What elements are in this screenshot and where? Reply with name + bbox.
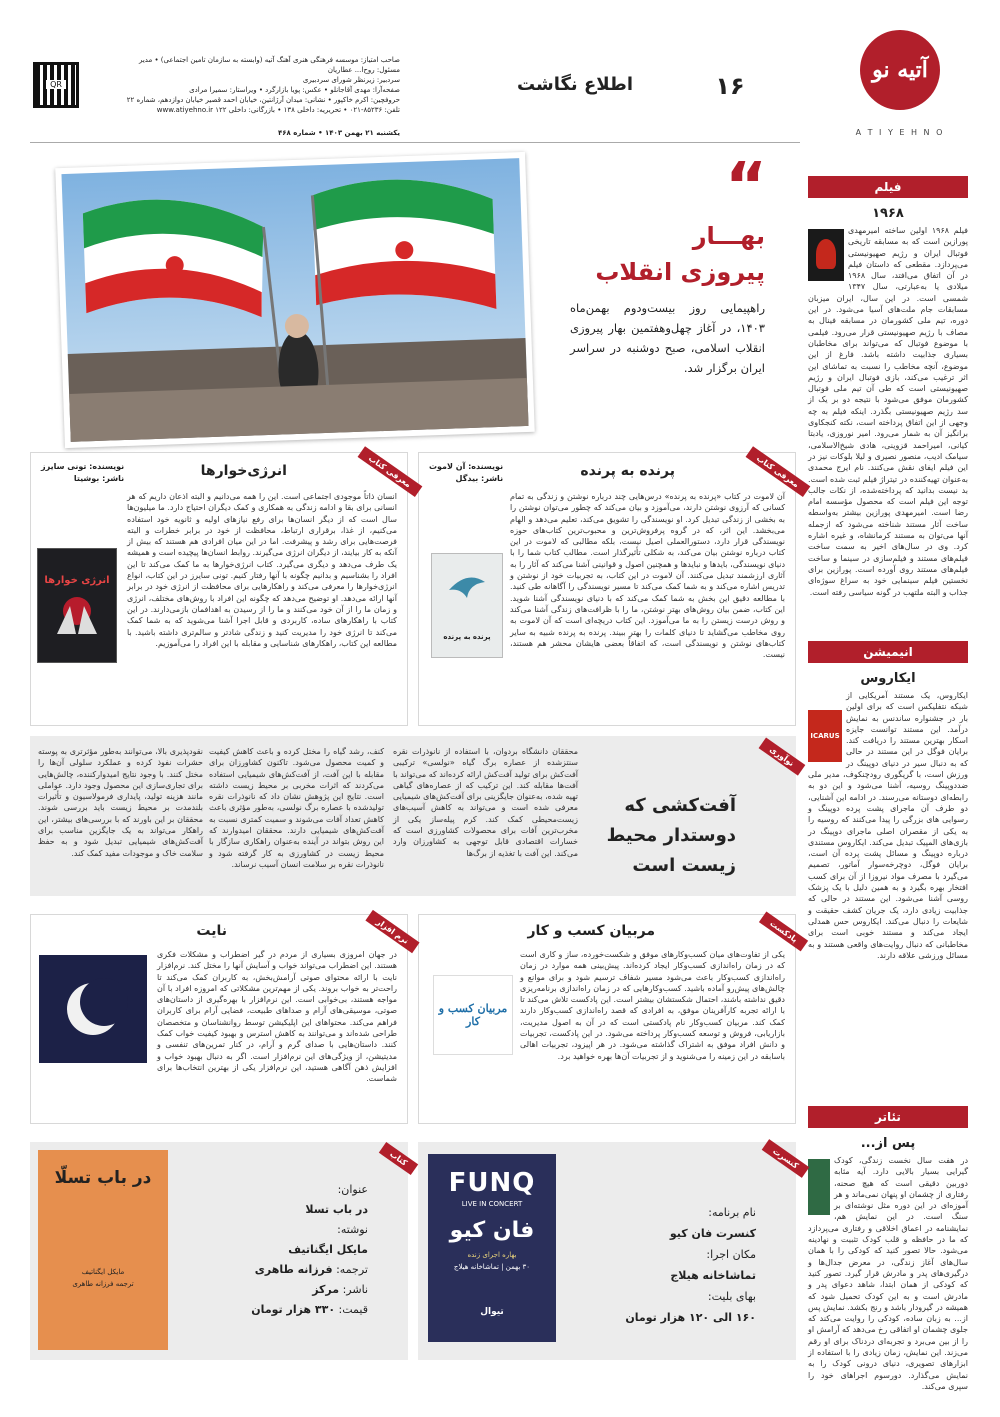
flags-photo-image <box>61 158 528 442</box>
qr-label: QR <box>46 80 66 89</box>
concert-field-label: مکان اجرا: <box>706 1248 756 1261</box>
feature-quote-mark: “ <box>725 150 768 224</box>
tesla-cover-translator: ترجمه فرزانه طاهری <box>72 1280 134 1288</box>
credit-line: حروفچین: اکرم خاکپور • نشانی: میدان آرژانتین، خیابان احمد قصیر خیابان دوازدهم، شماره ۲۲ <box>126 96 400 104</box>
tesla-cover <box>38 1150 168 1350</box>
business-text: یکی از تفاوت‌های میان کسب‌وکارهای موفق و شکست‌خورده، ساز و کاری است که در زمان راه‌اندازی کسب‌وکار ایجاد کرده‌اند. پیش‌بینی همه موارد در زمان راه‌اندازی کسب‌وکار باعث می‌شود مسیر شفاف ترسیم شود و برای موانع و چالش‌های پیش‌رو آماده باشید. کسب‌وکارهایی که در زمان راه‌اندازی برنامه‌ریزی دقیق نداشته باشند، احتمال شکستشان بیشتر است. این پادکست تلاش می‌کند تا با ارائه تجربه کارآفرینان موفق، به افرادی که قصد راه‌اندازی کسب‌وکار دارند کمک کند. مربیان کسب‌وکار نام پادکستی است که در آن به اصول مدیریت، بازاریابی، فروش و توسعه کسب‌وکار پرداخته می‌شود. در این پادکست، تجربیات و دانش افراد موفق به اشتراک گذاشته می‌شود. در هر اپیزود، تجربیات اهالی باسابقه در این زمینه را می‌شنوید و از تجربیات آن‌ها بهره خواهید برد. <box>520 950 785 1061</box>
hands-icon <box>52 586 102 636</box>
book-bird-meta <box>429 461 503 485</box>
qr-code <box>33 62 79 108</box>
film-tab: فیلم <box>808 176 968 198</box>
concert-fields <box>566 1202 756 1328</box>
concert-ribbon: کنسرت <box>762 1139 810 1178</box>
tesla-field-label: قیمت: <box>338 1303 368 1316</box>
concert-field-value: تماشاخانه هیلاج <box>670 1269 756 1282</box>
book-energy-cover <box>37 548 117 663</box>
tesla-field-label: نوشته: <box>337 1223 368 1236</box>
tesla-cover-title: در باب تسلّا <box>54 1168 152 1188</box>
concert-field-value: کنسرت فان کیو <box>669 1227 756 1240</box>
book-energy-text: انسان ذاتاً موجودی اجتماعی است. این را همه می‌دانیم و البته اذعان داریم که هر انسانی برای بقا و ادامه زندگی به همکاری و کمک دیگران احتیاج دارد. ما میلیون‌ها سال است که از دیگر انسان‌ها برای رفع نیازهای اولیه و ثانویه خود استفاده می‌کنیم، از غذا، برقراری ارتباط، محافظت از خود در برابر خطرات و البته فرصت‌هایی برای رشد و پیشرفت. اما در این میان افرادی هم هستند که بیش از آنکه به کار بیایند، از دیگران انرژی می‌گیرند. روابط انسان‌ها پیچیده است و همیشه یک طرف می‌دهد و دیگری می‌گیرد. کتاب انرژی‌خوارها به ما کمک می‌کند تا این افراد را بشناسیم و بدانیم چگونه با آنها رفتار کنیم. تونی سایرز در این کتاب، انواع انرژی‌خوارها را معرفی می‌کند و راهکارهایی برای محافظت از انرژی خود در برابر آنها ارائه می‌دهد. او توضیح می‌دهد که چگونه این افراد با روش‌های مختلف، انرژی و زمان ما را از آن خود می‌کنند و ما را از رسیدن به اهدافمان بازمی‌دارند. در این کتاب با راهکارهای ساده، کاربردی و قابل اجرا آشنا می‌شوید که به شما کمک می‌کند تا انرژی خود را مدیریت کنید و زندگی شادتر و سالم‌تری داشته باشید. با مطالعه این کتاب، راهکارهای شناسایی و مقابله با این افراد را می‌آموزیم. <box>127 492 397 648</box>
animation-title: ایکاروس <box>860 671 916 686</box>
book-bird-cover <box>431 553 503 658</box>
night-logo <box>39 955 147 1063</box>
theater-tab: تئاتر <box>808 1106 968 1128</box>
page-number: ۱۶ <box>715 72 745 100</box>
tesla-field-value: مرکز <box>312 1283 340 1296</box>
film-poster <box>808 229 844 281</box>
credit-line: صفحه‌آرا: مهدی آقاجانلو • عکس: پویا بازارگرد • ویراستار: سمیرا مرادی <box>189 86 400 94</box>
tesla-field-value: فرزانه طاهری <box>254 1263 333 1276</box>
book-energy-card <box>30 452 414 726</box>
business-title: مربیان کسب و کار <box>527 923 655 939</box>
tesla-field-value: در باب تسلا <box>305 1203 368 1216</box>
sidebar <box>808 176 968 1391</box>
moon-icon <box>58 974 128 1044</box>
book-energy-publisher: ناشر: بوشیتا <box>73 474 125 483</box>
book-energy-author: نویسنده: تونی سایرز <box>41 462 125 471</box>
feature-text: راهپیمایی روز بیست‌ودوم بهمن‌ماه ۱۴۰۳، در آغاز چهل‌وهفتمین بهار پیروزی انقلاب اسلامی، صبح دوشنبه در سراسر ایران برگزار شد. <box>570 301 765 375</box>
tesla-field-label: عنوان: <box>337 1183 368 1196</box>
tesla-ribbon: کتاب <box>379 1142 418 1175</box>
concert-poster-top: FUNQ <box>448 1168 536 1198</box>
logo-latin: A T I Y E H N O <box>855 128 945 137</box>
tesla-field-label: ترجمه: <box>336 1263 368 1276</box>
book-bird-publisher: ناشر: بیدگل <box>455 474 504 483</box>
tesla-field-value: مایکل ایگناتیف <box>288 1243 368 1256</box>
book-energy-meta <box>41 461 124 485</box>
concert-poster-note: بهاره اجرای زنده <box>467 1251 517 1259</box>
tesla-field-row <box>178 1300 368 1320</box>
concert-poster-sub: LIVE IN CONCERT <box>461 1200 523 1208</box>
business-logo-text: مربیان کسب و کار <box>438 1002 508 1028</box>
film-text: فیلم ۱۹۶۸ اولین ساخته امیرمهدی پورازین است که به مسابقه تاریخی فوتبال ایران و رژیم صهیونیستی می‌پردازد. مقطعی که داستان فیلم در آن اتفاق می‌افتد، سال ۱۹۶۸ میلادی یا به‌عبارتی، سال ۱۳۴۷ شمسی است. در این سال، ایران میزبان مسابقات جام ملت‌های آسیا می‌شود. در این دوره، تیم ملی کشورمان در مسابقه فینال به مصاف با رژیم صهیونیستی قرار می‌رود. فیلمی با موضوع فوتبال که می‌تواند برای مخاطبان بسیاری جذابیت داشته باشد. فارغ از این موضوع، آنچه مخاطب را نسبت به تماشای این اثر ترغیب می‌کند، بازی فوتبال ایران و رژیم صهیونیستی است که طی آن تیم ملی فوتبال کشورمان موفق می‌شود با نتیجه دو بر یک از سد رژیم صهیونیستی بگذرد. اینکه فیلم به چه وجهی از این اتفاق پرداخته است، نکته کنجکاوی برانگیز آن به شمار می‌رود. امیر نوروزی، یادبتا کیانی، امیراحمد قزوینی، هادی شیخ‌الاسلامی، سیامک ادیب، منصور نصیری و لیلا بلوکات نیز در این فیلم ایفای نقش می‌کنند. نام ایرج محمدی به‌عنوان تهیه‌کننده در تیتراژ فیلم ثبت شده است. بد نیست بدانید که پرداخته‌شده، از نکات جالب توجه این فیلم است که محصول مؤسسه امام رضا است. امیرمهدی پورازین بیشتر به‌واسطه ساخت آثار مستند شناخته می‌شود که ازجمله آنها می‌توان به مستند کرمانشاه، و غیره اشاره کرد. وی در سال‌های اخیر به سمت ساخت فیلم‌های مستند و فیلم‌سازی در سینما و ساخت فیلم‌های مستند روی آورده است. پورازین برای نخستین فیلم سینمایی خود به سراغ سوژه‌ای جذاب و البته ملتهب در گونه سیاسی رفته است. <box>808 226 968 597</box>
night-card <box>30 914 411 1124</box>
business-ribbon: پادکست <box>759 911 809 951</box>
concert-field-label: بهای بلیت: <box>707 1290 756 1303</box>
book-bird-card <box>418 452 802 726</box>
innovation-title: آفت‌کشی که دوستدار محیط زیست است <box>606 795 736 876</box>
credit-line: سردبیر: زیرنظر شورای سردبیری <box>302 76 400 84</box>
tesla-field-row <box>178 1280 368 1300</box>
tesla-field-value: ۳۳۰ هزار تومان <box>251 1303 336 1316</box>
book-bird-author: نویسنده: آن لاموت <box>429 462 504 471</box>
film-title: ۱۹۶۸ <box>872 206 904 221</box>
bird-icon <box>447 570 487 600</box>
business-logo <box>433 975 513 1055</box>
innovation-col2: کنف، رشد گیاه را مختل کرده و باعث کاهش کیفیت و کمیت محصول می‌شود. تاکنون کشاورزان برای مقابله با این آفت، از آفت‌کش‌های شیمیایی استفاده می‌کردند که اثرات مخربی بر محیط زیست داشته است. نتایج این پژوهش نشان داد که نانوذرات نقره تولیدشده با عصاره برگ نولسی، به‌طور مؤثری باعث کاهش تعداد آفات می‌شوند و سمیت کمتری نسبت به آفت‌کش‌های شیمیایی دارند. محققان امیدوارند که این روش بتواند در آینده به‌عنوان راهکاری سازگار با محیط زیست در کشاورزی به کار گرفته شود و نانوذرات نقره بر سلامت انسان آسیب نرساند. <box>209 747 384 869</box>
night-ribbon: نرم افزار <box>365 910 419 953</box>
tesla-field-row <box>178 1260 368 1280</box>
concert-poster-fa: فان کیو <box>449 1218 535 1243</box>
book-bird-title: پرنده به پرنده <box>580 463 675 479</box>
logo-mark <box>860 30 940 110</box>
innovation-ribbon: نوآوری <box>759 738 806 776</box>
animation-poster <box>808 710 842 762</box>
credit-line: صاحب امتیاز: موسسه فرهنگی هنری آهنگ آتیه (وابسته به سازمان تامین اجتماعی) • مدیر مسئول: روح‌ا... عطاریان <box>138 56 400 74</box>
tesla-cover-author: مایکل ایگناتیف <box>81 1268 125 1276</box>
tesla-fields <box>178 1180 368 1320</box>
night-text: در جهان امروزی بسیاری از مردم در گیر اضطراب و مشکلات فکری هستند. این اضطراب می‌تواند خواب و آسایش آنها را مختل کند. نرم‌افزار نایت با ارائه محتوای صوتی آرامش‌بخش، به کاربران کمک می‌کند تا راحت‌تر به خواب بروند. یکی از مهم‌ترین مشکلاتی که امروزه افراد با آن مواجه هستند، بی‌خوابی است. این نرم‌افزار با بهره‌گیری از داستان‌های صوتی، موسیقی‌های آرام و صداهای طبیعت، فضایی آرام برای کاربران فراهم می‌کند. محتواهای این اپلیکیشن توسط روانشناسان و متخصصان طراحی شده‌اند و می‌توانند به کاهش استرس و بهبود کیفیت خواب کمک کنند. داستان‌هایی با صدای گرم و آرام، در کنار تمرین‌های تنفسی و مدیتیشن، از ویژگی‌های این نرم‌افزار است. اگر به دنبال بهبود خواب و افزایش ذهن آگاهی هستید، این نرم‌افزار یکی از بهترین انتخاب‌ها برای شماست. <box>157 950 397 1084</box>
theater-text: در هفت سال نخست زندگی، کودک گیرایی بسیار بالایی دارد. آیه مثابه دوربین دقیقی است که هیچ صحنه، رفتاری از چشمان او پنهان نمی‌ماند و هر آموزه‌ای در این دوره مثل نوشته‌ای بر سنگ است. در این نمایش هم، نمایشنامه در اعماق اخلاقی و رفتاری می‌پردازد که ما در حافظه و قلب کودک تثبیت و نهادینه می‌شود. حالا تصور کنید که کودکی را با همان سال‌های آغاز زندگی، در معرض جدال‌ها و درگیری‌های پدر و مادرش قرار گیرد. تصور کنید که کودکی از همان ابتدا، شاهد دعوای پدر و مادرش است و به این کودک تحمیل شود که همیشه در گیرودار باشد و رنج بکشد. نمایش پس از... به زبان ساده، کودکی را روایت می‌کند که جلوی چشمان او اتفاقی رخ می‌دهد که آرامش او را از بین می‌برد و تجربه‌ای دردناک برای او رقم می‌زند. این نمایش، زمان زیادی را با استفاده از ابزارهای تصویری، دنیای درونی کودک را به نمایش می‌گذارد. دورسوم اجراهای خود را سپری می‌کند. <box>808 1156 968 1391</box>
book-energy-cover-text: انرژی خوارها <box>44 575 110 586</box>
concert-poster <box>428 1154 556 1342</box>
credit-line: تلفن: ۸۵۲۳۶-۰۲۱ • تحریریه: داخلی ۱۳۸ • بازرگانی: داخلی ۱۲۲ www.atiyehno.ir <box>156 106 400 114</box>
concert-field-value: ۱۶۰ الی ۱۲۰ هزار تومان <box>625 1311 756 1324</box>
book-energy-ribbon: معرفی کتاب <box>358 446 422 497</box>
concert-poster-ticket: تیوال <box>480 1307 504 1317</box>
theater-title: پس از... <box>860 1136 916 1151</box>
night-title: نایت <box>196 923 227 939</box>
book-bird-text: آن لاموت در کتاب «پرنده به پرنده» درس‌هایی چند درباره نوشتن و زندگی به تمام کسانی که آرزوی نوشتن دارند، می‌آموزد و بیان می‌کند که چطور می‌توان نوشتن را به بخشی از زندگی تبدیل کرد. او نویسندگی را تشویق می‌کند، تعلیم می‌دهد و الهام می‌بخشد. این اثر، که در گروه پرفروش‌ترین و محبوب‌ترین کتاب‌های حوزه نویسندگی قرار دارد، دستورالعملی اصیل نیست، بلکه مطالبی که لاموت در این کتاب درباره نوشتن بیان می‌کند، به شکلی تأثیرگذار است. مطالب کتاب شما را با دنیای نویسندگی، بایدها و نبایدها و همچنین اصول و قوانینی آشنا می‌کند که آثار را به آثاری ارزشمند تبدیل می‌کنند. آن لاموت در این کتاب، به تجربیات خود از نوشتن و تدریس اشاره می‌کند و به شما کمک می‌کند تا مسیر نویسندگی را آگاهانه طی کنید. با مطالعه دقیق این بخش به شما کمک می‌کند که با دنیای نویسندگی آشنا شوید. این کتاب، ضمن بیان روش‌های بهتر نوشتن، ما را با ظرافت‌های زندگی آشنا می‌کند و روش درست زیستن را به ما می‌آموزد. این کتاب دریچه‌ای است که آن لاموت به روی مخاطب می‌گشاید تا دنیای کلمات را بهتر ببیند. پرنده به پرنده شبیه به سایر کتاب‌های نوشتن و نویسندگی است، که اتفاقاً بعضی هایشان محشر هم هستند، نیست. <box>510 492 785 660</box>
feature-kicker: بهـــار <box>692 222 765 250</box>
concert-field-label: نام برنامه: <box>708 1206 756 1219</box>
innovation-box <box>30 736 796 896</box>
book-energy-title: انرژی‌خوارها <box>200 463 287 479</box>
animation-text: ایکاروس، یک مستند آمریکایی از شبکه نتفلیکس است که برای اولین بار در جشنواره ساندنس به نمایش درآمد. این مستند توانست جایزه اسکار بهترین مستند را دریافت کند. برایان فوگل در این مستند در حالی که به دنبال سیر در دنیای دوپینگ در ورزش است، با گریگوری رودچنکوف، مدیر ملی ضددوپینگ روسیه، آشنا می‌شود و این دو به رابطه‌ای دوستانه می‌رسند. در ادامه این آشنایی، دو طرف آن ماجرای پشت پرده دوپینگ و رسوایی های بزرگی را پیدا می‌کنند که روسیه را به یکی از مقصران اصلی ماجرای دوپینگ در بازی‌های المپیک تبدیل می‌کند. ایکاروس مستندی درباره دوپینگ و مسائل پشت پرده آن است، برایان فوگل، دوچرخه‌سوار آماتور، تصمیم می‌گیرد با مصرف مواد نیروزا از آن برای کسب افتخار بهره بگیرد و به همین دلیل با یک پزشک روسی آشنا می‌شود. این مستند در حالی که جذابیت زیادی دارد، یک جریان کشف حقیقت و شایعات را دنبال می‌کند. ایکاروس حس همدلی ایجاد می‌کند و مستند خوبی است برای مخاطبانی که دنبال روایت‌های واقعی هستند و به مسائل ورزشی علاقه دارند. <box>808 691 968 960</box>
animation-tab: انیمیشن <box>808 641 968 663</box>
feature-headline: پیروزی انقلاب <box>595 258 765 286</box>
animation-poster-text: ICARUS <box>810 732 840 740</box>
header-rule <box>30 142 800 143</box>
date-line: یکشنبه ۲۱ بهمن ۱۴۰۳ • شماره ۴۶۸ <box>278 129 400 137</box>
innovation-col1: محققان دانشگاه بردوان، با استفاده از نانوذرات نقره سنتزشده از عصاره برگ گیاه «نولسی» ترکیبی آفت‌کش برای تولید آفت‌کش ارائه کرده‌اند که می‌تواند با آفت‌ها مقابله کند. این ترکیب که از عصاره‌های گیاهی تهیه شده، به‌عنوان جایگزینی برای آفت‌کش‌های شیمیایی معرفی شده است و می‌تواند به کاهش آسیب‌های زیست‌محیطی کمک کند. کرم پیله‌ساز یکی از مخرب‌ترین آفات برای محصولات کشاورزی است که خسارات اقتصادی قابل توجهی به کشاورزان وارد می‌کند. این آفت با تغذیه از برگ‌ها <box>393 747 578 858</box>
book-bird-ribbon: معرفی کتاب <box>746 446 810 497</box>
business-card <box>418 914 799 1124</box>
concert-box <box>418 1142 800 1360</box>
logo-text: آتیه نو <box>872 57 928 83</box>
credits <box>120 55 400 115</box>
section-title: اطلاع نگاشت <box>516 74 634 95</box>
book-bird-cover-text: پرنده به پرنده <box>443 632 491 641</box>
masthead <box>840 30 960 150</box>
innovation-col3: نقودپذیری بالا، می‌توانند به‌طور مؤثرتری به پوسته حشرات نفوذ کرده و عملکرد سلولی آن‌ها را مختل کنند. با وجود نتایج امیدوارکننده، چالش‌هایی برای تجاری‌سازی این محصول وجود دارد. عواملی مانند هزینه تولید، پایداری فرمولاسیون و تأثیرات بلندمدت بر محیط زیست باید بررسی شوند. محققان بر این باورند که با بررسی‌های بیشتر، این راهکار می‌تواند به یک جایگزین مناسب برای آفت‌کش‌های شیمیایی تبدیل شود و به حفظ سلامت خاک و موجودات مفید کمک کند. <box>38 747 203 858</box>
tesla-field-label: ناشر: <box>342 1283 368 1296</box>
concert-poster-date: ۳۰ بهمن | تماشاخانه هیلاج <box>453 1263 531 1271</box>
feature-photo <box>55 152 534 448</box>
tesla-box <box>30 1142 408 1360</box>
theater-poster <box>808 1159 830 1215</box>
